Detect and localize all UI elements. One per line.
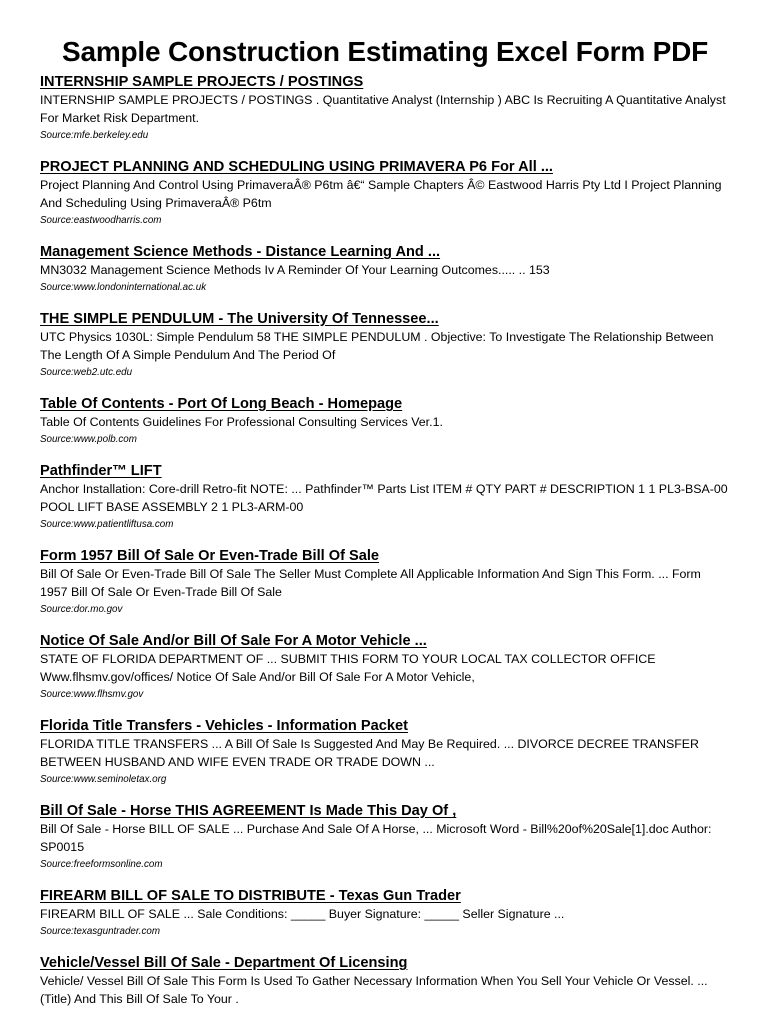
entry-title-link[interactable]: PROJECT PLANNING AND SCHEDULING USING PRIMAVERA P6 For All ... [40, 159, 553, 175]
entry-title-link[interactable]: Management Science Methods - Distance Learning And ... [40, 244, 441, 260]
entry-source: Source:eastwoodharris.com [40, 215, 162, 226]
entry-description: Bill Of Sale Or Even-Trade Bill Of Sale The Seller Must Complete All Applicable Information And Sign This Form. ... Form 1957 Bill Of Sale Or Even-Trade Bill Of Sale [40, 567, 701, 599]
entry-source: Source:freeformsonline.com [40, 859, 163, 870]
entry-description: MN3032 Management Science Methods Iv A Reminder Of Your Learning Outcomes..... .. 153 [40, 263, 550, 277]
entry-description: FLORIDA TITLE TRANSFERS ... A Bill Of Sale Is Suggested And May Be Required. ... DIVORCE DECREE TRANSFER BETWEEN HUSBAND AND WIFE EVEN TRADE OR TRADE DOWN ... [40, 737, 700, 769]
entry-description: Vehicle/ Vessel Bill Of Sale This Form Is Used To Gather Necessary Information When You Sell Your Vehicle Or Vessel. ... (Title) And This Bill Of Sale To Your . [40, 974, 708, 1006]
entry-management-science-methods [40, 243, 730, 296]
entry-title-link[interactable]: Bill Of Sale - Horse THIS AGREEMENT Is Made This Day Of , [40, 803, 457, 819]
entry-firearm-bill-of-sale [40, 887, 730, 940]
entry-pathfinder-lift [40, 462, 730, 533]
entry-title-link[interactable]: Florida Title Transfers - Vehicles - Information Packet [40, 718, 408, 734]
entry-title-link[interactable]: INTERNSHIP SAMPLE PROJECTS / POSTINGS [40, 74, 364, 90]
entry-source: Source:www.seminoletax.org [40, 774, 167, 785]
entry-florida-title-transfers [40, 717, 730, 788]
entry-description: FIREARM BILL OF SALE ... Sale Conditions: _____ Buyer Signature: _____ Seller Signature ... [40, 907, 565, 921]
entry-primavera-p6 [40, 158, 730, 229]
entry-title-link[interactable]: THE SIMPLE PENDULUM - The University Of Tennessee... [40, 311, 439, 327]
entry-title-link[interactable]: Vehicle/Vessel Bill Of Sale - Department Of Licensing [40, 955, 408, 971]
entry-source: Source:dor.mo.gov [40, 604, 123, 615]
document-title: Sample Construction Estimating Excel Form PDF [61, 36, 708, 67]
entry-description: UTC Physics 1030L: Simple Pendulum 58 THE SIMPLE PENDULUM . Objective: To Investigate The Relationship Between The Length Of A Simple Pendulum And The Period Of [40, 330, 714, 362]
entry-internship-sample-projects [40, 73, 730, 144]
entry-source: Source:www.londoninternational.ac.uk [40, 282, 207, 293]
entry-port-of-long-beach [40, 395, 730, 448]
entry-description: Project Planning And Control Using PrimaveraÂ® P6tm â€“ Sample Chapters Â© Eastwood Harris Pty Ltd I Project Planning And Scheduling Using PrimaveraÂ® P6tm [40, 178, 722, 210]
entry-source: Source:web2.utc.edu [40, 367, 133, 378]
entry-title-link[interactable]: Table Of Contents - Port Of Long Beach - Homepage [40, 396, 403, 412]
entry-source: Source:www.polb.com [40, 434, 137, 445]
entry-description: INTERNSHIP SAMPLE PROJECTS / POSTINGS . Quantitative Analyst (Internship ) ABC Is Recruiting A Quantitative Analyst For Market Risk Department. [40, 93, 726, 125]
entry-source: Source:texasguntrader.com [40, 926, 160, 937]
entry-description: Anchor Installation: Core-drill Retro-fit NOTE: ... Pathfinder™ Parts List ITEM # QTY PART # DESCRIPTION 1 1 PL3-BSA-00 POOL LIFT BASE ASSEMBLY 2 1 PL3-ARM-00 [40, 482, 728, 514]
entry-description: STATE OF FLORIDA DEPARTMENT OF ... SUBMIT THIS FORM TO YOUR LOCAL TAX COLLECTOR OFFICE Www.flhsmv.gov/offices/ Notice Of Sale And/or Bill Of Sale For A Motor Vehicle, [40, 652, 656, 684]
entry-title-link[interactable]: FIREARM BILL OF SALE TO DISTRIBUTE - Texas Gun Trader [40, 888, 461, 904]
entry-description: Bill Of Sale - Horse BILL OF SALE ... Purchase And Sale Of A Horse, ... Microsoft Word - Bill%20of%20Sale[1].doc Author: SP0015 [40, 822, 712, 854]
entry-bill-of-sale-horse [40, 802, 730, 873]
entry-simple-pendulum [40, 310, 730, 381]
entry-vehicle-vessel-bill-of-sale [40, 954, 730, 1008]
entry-title-link[interactable]: Form 1957 Bill Of Sale Or Even-Trade Bill Of Sale [40, 548, 380, 564]
entry-source: Source:www.patientliftusa.com [40, 519, 174, 530]
entry-notice-of-sale-motor-vehicle [40, 632, 730, 703]
entry-title-link[interactable]: Notice Of Sale And/or Bill Of Sale For A Motor Vehicle ... [40, 633, 427, 649]
entry-source: Source:mfe.berkeley.edu [40, 130, 149, 141]
entry-source: Source:www.flhsmv.gov [40, 689, 144, 700]
entry-form-1957-bill-of-sale [40, 547, 730, 618]
entry-description: Table Of Contents Guidelines For Professional Consulting Services Ver.1. [40, 415, 443, 429]
entry-title-link[interactable]: Pathfinder™ LIFT [40, 463, 162, 479]
